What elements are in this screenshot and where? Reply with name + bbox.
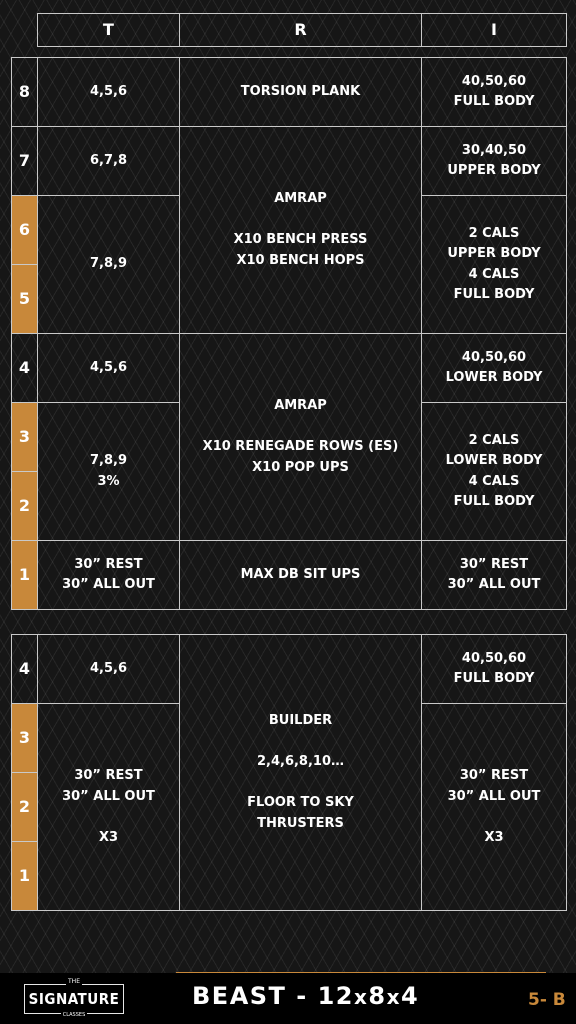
tempo-cell: 7,8,9 3% bbox=[38, 403, 180, 541]
logo-top-text: THE bbox=[68, 978, 80, 985]
round-number: 1 bbox=[12, 541, 38, 610]
intensity-cell: 2 CALS LOWER BODY 4 CALS FULL BODY bbox=[422, 403, 567, 541]
round-number: 8 bbox=[12, 58, 38, 127]
tempo-cell: 4,5,6 bbox=[38, 334, 180, 403]
exercise-cell: TORSION PLANK bbox=[180, 58, 422, 127]
workout-block-2 bbox=[11, 634, 567, 911]
logo-main-text: SIGNATURE bbox=[28, 989, 120, 1008]
exercise-cell: MAX DB SIT UPS bbox=[180, 541, 422, 610]
signature-logo bbox=[24, 978, 124, 1018]
round-number: 1 bbox=[12, 842, 38, 911]
round-number: 3 bbox=[12, 704, 38, 773]
title-name: BEAST - 12 bbox=[192, 982, 354, 1010]
workout-block-1 bbox=[11, 57, 567, 610]
tempo-cell: 30” REST 30” ALL OUT bbox=[38, 541, 180, 610]
title-x: x bbox=[354, 985, 369, 1009]
tempo-cell: 30” REST 30” ALL OUT X3 bbox=[38, 704, 180, 911]
title-sets: 4 bbox=[401, 982, 420, 1010]
exercise-cell: BUILDER 2,4,6,8,10… FLOOR TO SKY THRUSTERS bbox=[180, 635, 422, 911]
intensity-cell: 40,50,60 LOWER BODY bbox=[422, 334, 567, 403]
tempo-cell: 6,7,8 bbox=[38, 127, 180, 196]
round-number: 3 bbox=[12, 403, 38, 472]
intensity-cell: 40,50,60 FULL BODY bbox=[422, 58, 567, 127]
table-row bbox=[12, 541, 567, 610]
tempo-cell: 4,5,6 bbox=[38, 58, 180, 127]
table-row bbox=[12, 334, 567, 403]
header-t: T bbox=[38, 14, 180, 47]
workout-title bbox=[192, 982, 419, 1010]
exercise-cell: AMRAP X10 BENCH PRESS X10 BENCH HOPS bbox=[180, 127, 422, 334]
header-r: R bbox=[180, 14, 422, 47]
title-x: x bbox=[386, 985, 402, 1009]
table-row bbox=[12, 127, 567, 196]
exercise-cell: AMRAP X10 RENEGADE ROWS (ES) X10 POP UPS bbox=[180, 334, 422, 541]
header-i: I bbox=[422, 14, 567, 47]
table-row bbox=[12, 58, 567, 127]
round-number: 2 bbox=[12, 472, 38, 541]
round-number: 5 bbox=[12, 265, 38, 334]
column-header-table bbox=[37, 13, 567, 47]
round-number: 6 bbox=[12, 196, 38, 265]
round-number: 7 bbox=[12, 127, 38, 196]
intensity-cell: 30” REST 30” ALL OUT X3 bbox=[422, 704, 567, 911]
round-number: 4 bbox=[12, 334, 38, 403]
intensity-cell: 30” REST 30” ALL OUT bbox=[422, 541, 567, 610]
class-code: 5- B bbox=[528, 990, 566, 1010]
tempo-cell: 4,5,6 bbox=[38, 635, 180, 704]
round-number: 2 bbox=[12, 773, 38, 842]
title-rounds: 8 bbox=[368, 982, 387, 1010]
tempo-cell: 7,8,9 bbox=[38, 196, 180, 334]
logo-bottom-text: CLASSES bbox=[62, 1012, 86, 1018]
intensity-cell: 40,50,60 FULL BODY bbox=[422, 635, 567, 704]
table-row bbox=[12, 635, 567, 704]
intensity-cell: 2 CALS UPPER BODY 4 CALS FULL BODY bbox=[422, 196, 567, 334]
round-number: 4 bbox=[12, 635, 38, 704]
intensity-cell: 30,40,50 UPPER BODY bbox=[422, 127, 567, 196]
